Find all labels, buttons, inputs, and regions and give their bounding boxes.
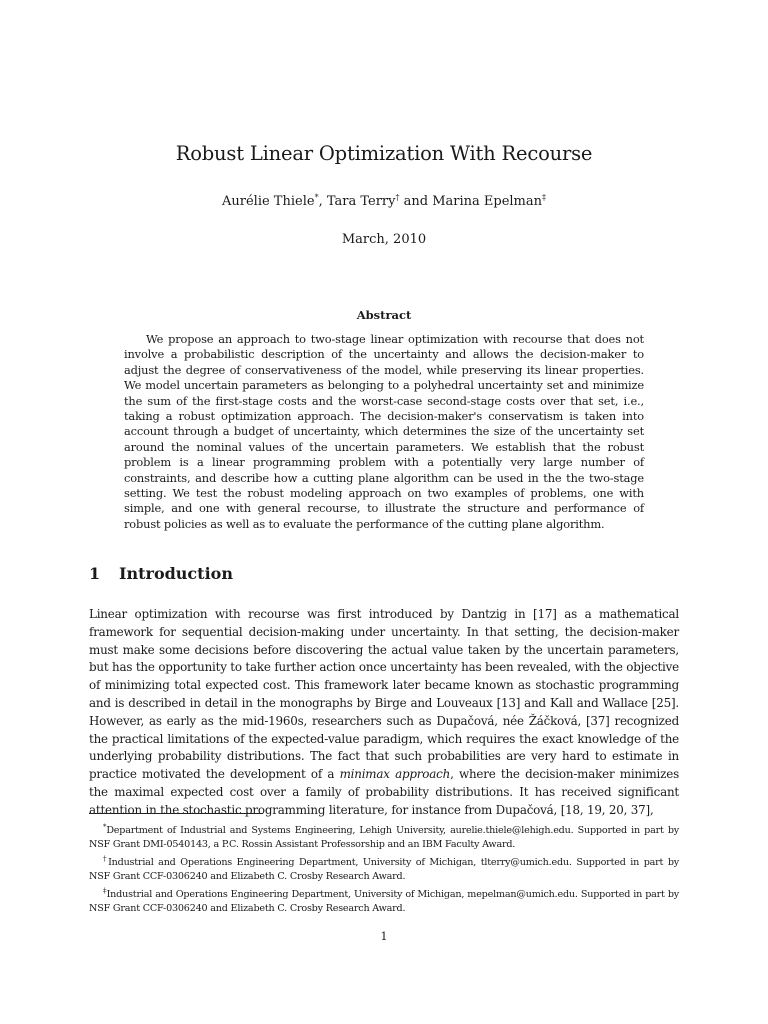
intro-emphasis: minimax approach bbox=[339, 767, 451, 782]
author-separator: , bbox=[318, 194, 327, 209]
author-name: Aurélie Thiele bbox=[222, 194, 315, 209]
footnote-text: Industrial and Operations Engineering Department, University of Michigan, mepelman@umich.edu. Supported in part by NSF Grant CCF-0306240 and Elizabeth C. Crosby Research Award. bbox=[89, 889, 679, 914]
footnote-text: Department of Industrial and Systems Engineering, Lehigh University, aurelie.thiele@lehigh.edu. Supported in part by NSF Grant DMI-0540143, a P.C. Rossin Assistant Professorship and an IBM Faculty Award. bbox=[89, 825, 679, 850]
publication-date: March, 2010 bbox=[341, 232, 427, 247]
paper-title: Robust Linear Optimization With Recourse bbox=[175, 142, 593, 165]
page-number: 1 bbox=[380, 930, 388, 943]
abstract-text: We propose an approach to two-stage linear optimization with recourse that does not involve a probabilistic description of the uncertainty and allows the decision-maker to adjust the degree of conservativeness of the model, while preserving its linear properties. We model uncertain parameters as belonging to a polyhedral uncertainty set and minimize the sum of the first-stage costs and the worst-case second-stage costs over that set, i.e., taking a robust optimization approach. The decision-maker's conservatism is taken into account through a budget of uncertainty, which determines the size of the uncertainty set around the nominal values of the uncertain parameters. We establish that the robust problem is a linear programming problem with a potentially very large number of constraints, and describe how a cutting plane algorithm can be used in the the two-stage setting. We test the robust modeling approach on two examples of problems, one with simple, and one with general recourse, to illustrate the structure and performance of robust policies as well as to evaluate the performance of the cutting plane algorithm. bbox=[124, 332, 644, 531]
author-name: Marina Epelman bbox=[432, 194, 542, 209]
footnote-divider bbox=[89, 813, 263, 814]
abstract-heading: Abstract bbox=[356, 308, 412, 322]
author-footnote-mark: * bbox=[314, 193, 319, 202]
footnote bbox=[89, 852, 679, 884]
author-footnote-mark: † bbox=[395, 193, 400, 202]
intro-text: , where the decision-maker minimizes the maximal expected cost over a family of probability distributions. It has received significant attention in the stochastic programming literature, for instance from Dupačová, [18, 19, 20, 37], bbox=[89, 767, 679, 817]
author-footnote-mark: ‡ bbox=[542, 193, 546, 202]
section-title: Introduction bbox=[119, 564, 233, 583]
intro-text: Linear optimization with recourse was first introduced by Dantzig in [17] as a mathematical framework for sequential decision-making under uncertainty. In that setting, the decision-maker must make some decisions before discovering the actual value taken by the uncertain parameters, but has the opportunity to take further action once uncertainty has been revealed, with the objective of minimizing total expected cost. This framework later became known as stochastic programming and is described in detail in the monographs by Birge and Louveaux [13] and Kall and Wallace [25]. However, as early as the mid-1960s, researchers such as Dupačová, née Žáčková, [37] recognized the practical limitations of the expected-value paradigm, which requires the exact knowledge of the underlying probability distributions. The fact that such probabilities are very hard to estimate in practice motivated the development of a bbox=[89, 607, 679, 782]
section-heading bbox=[89, 564, 489, 583]
section-number: 1 bbox=[89, 564, 101, 583]
footnote-mark: * bbox=[103, 823, 107, 831]
author-name: Tara Terry bbox=[326, 194, 396, 209]
author-separator: and bbox=[399, 194, 433, 209]
footnote bbox=[89, 820, 679, 852]
footnote bbox=[89, 884, 679, 916]
footnote-text: Industrial and Operations Engineering Department, University of Michigan, tlterry@umich.edu. Supported in part by NSF Grant CCF-0306240 and Elizabeth C. Crosby Research Award. bbox=[89, 857, 679, 882]
introduction-paragraph bbox=[89, 606, 679, 820]
footnote-mark: † bbox=[103, 855, 109, 863]
footnote-mark: ‡ bbox=[103, 887, 107, 895]
footnotes bbox=[89, 820, 679, 916]
author-line bbox=[0, 193, 768, 209]
